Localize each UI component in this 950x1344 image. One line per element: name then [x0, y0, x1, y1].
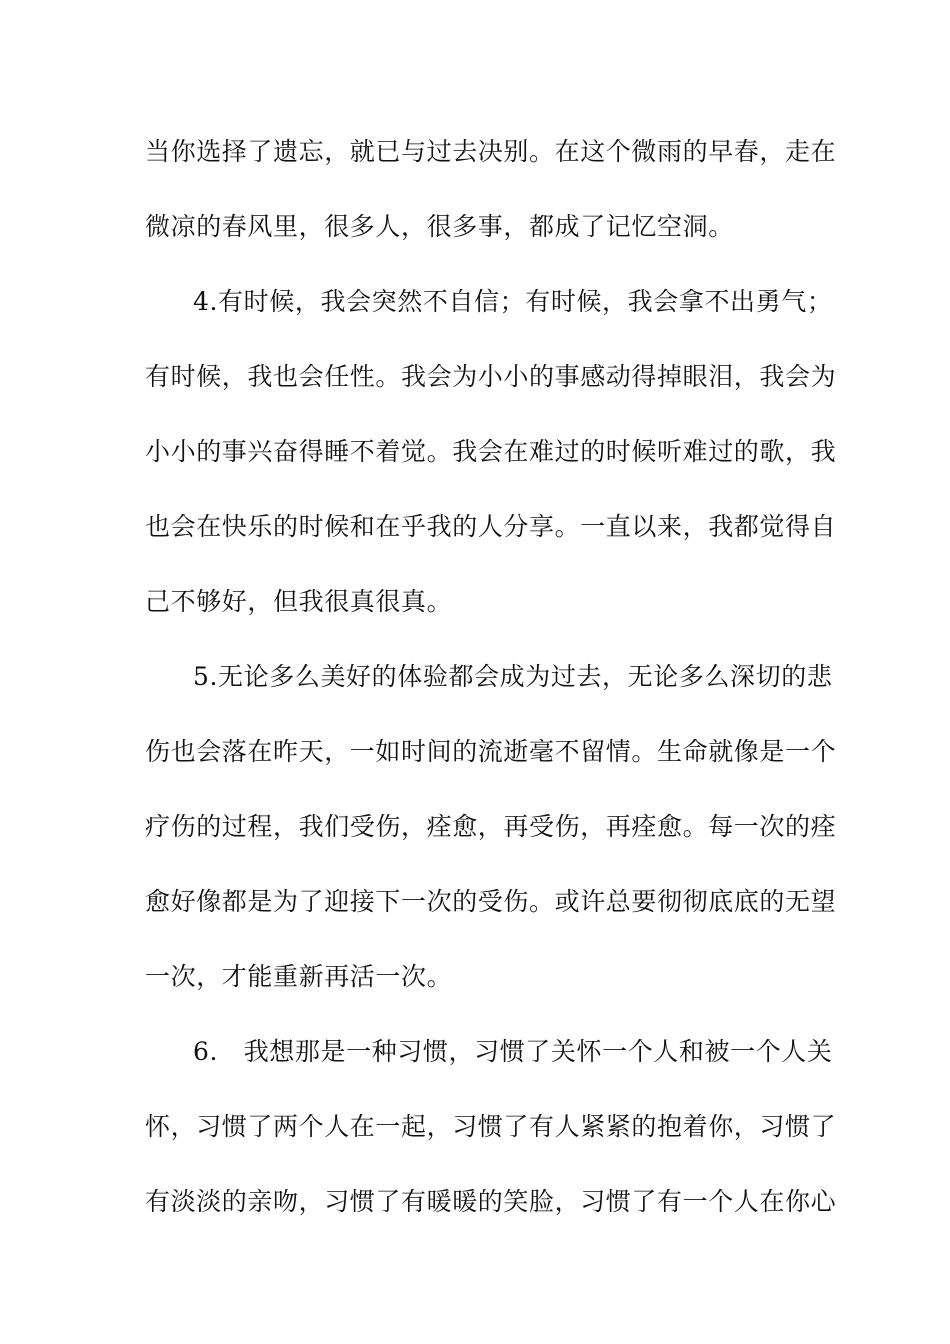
paragraph-line: 一次，才能重新再活一次。: [145, 962, 453, 991]
paragraph-line: 己不够好，但我很真很真。: [145, 587, 453, 616]
paragraph-line: 也会在快乐的时候和在乎我的人分享。一直以来，我都觉得自: [145, 512, 837, 541]
paragraph-line: 微凉的春风里，很多人，很多事，都成了记忆空洞。: [145, 212, 734, 241]
paragraph-line: 有时候，我也会任性。我会为小小的事感动得掉眼泪，我会为: [145, 362, 837, 391]
paragraph-line: 伤也会落在昨天，一如时间的流逝毫不留情。生命就像是一个: [145, 737, 837, 766]
paragraph-line: 6. 我想那是一种习惯，习惯了关怀一个人和被一个人关: [193, 1037, 833, 1066]
paragraph-line: 有淡淡的亲吻，习惯了有暖暖的笑脸，习惯了有一个人在你心: [145, 1187, 837, 1216]
paragraph-line: 疗伤的过程，我们受伤，痊愈，再受伤，再痊愈。每一次的痊: [145, 812, 837, 841]
paragraph-line: 小小的事兴奋得睡不着觉。我会在难过的时候听难过的歌，我: [145, 437, 837, 466]
paragraph-line: 当你选择了遗忘，就已与过去决别。在这个微雨的早春，走在: [145, 137, 837, 166]
paragraph-line: 5.无论多么美好的体验都会成为过去，无论多么深切的悲: [193, 662, 833, 691]
paragraph-line: 愈好像都是为了迎接下一次的受伤。或许总要彻彻底底的无望: [145, 887, 837, 916]
paragraph-line: 怀，习惯了两个人在一起，习惯了有人紧紧的抱着你，习惯了: [145, 1112, 837, 1141]
paragraph-line: 4.有时候，我会突然不自信；有时候，我会拿不出勇气；: [193, 287, 833, 316]
